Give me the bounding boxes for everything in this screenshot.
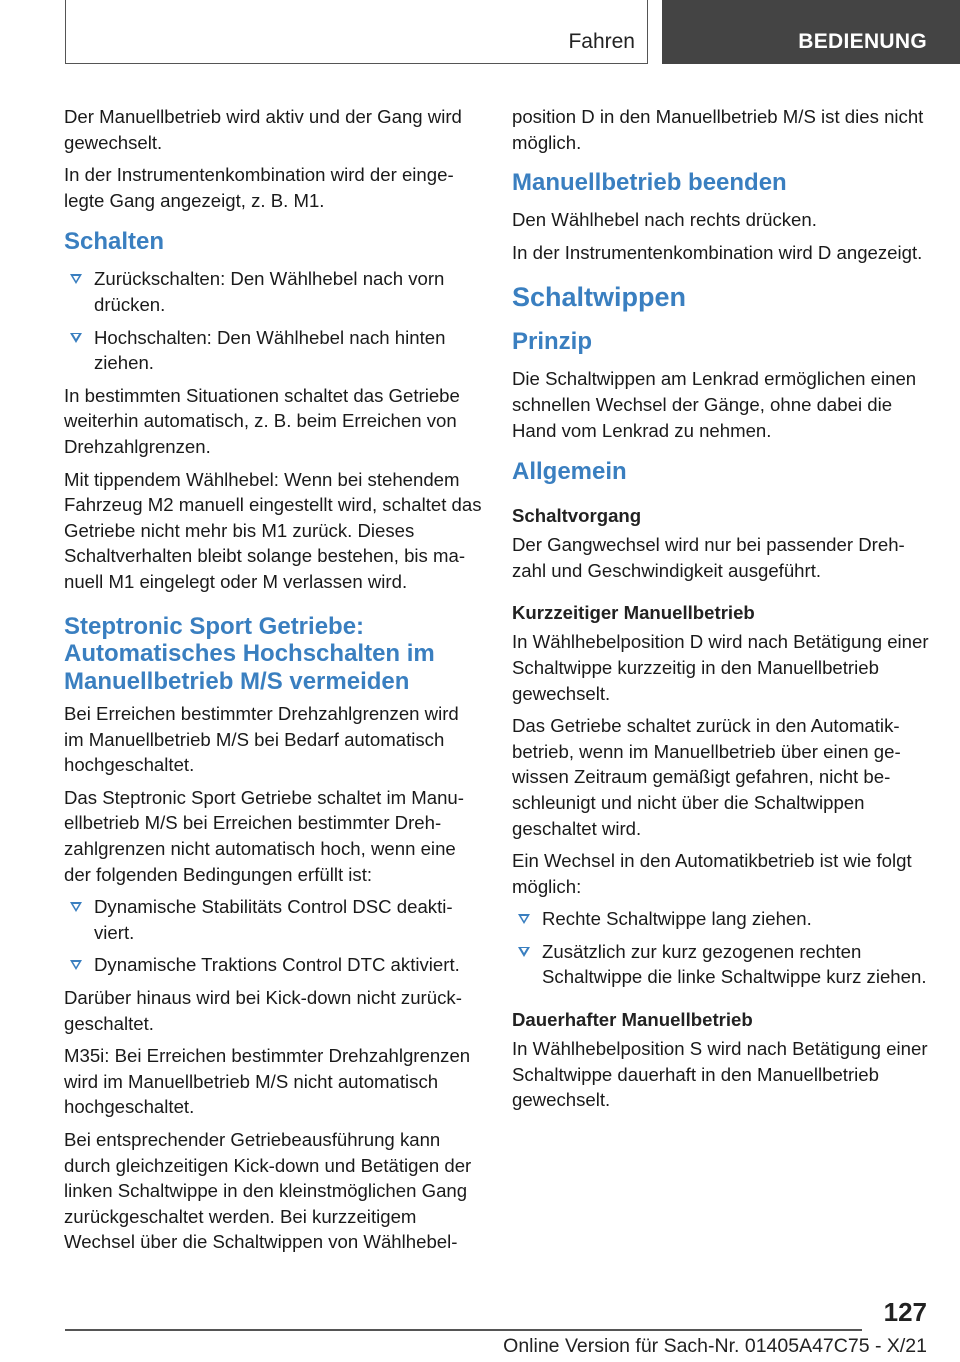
triangle-bullet-icon: [70, 902, 82, 912]
list-item-text: Dynamische Traktions Control DTC aktiviert.: [94, 954, 460, 976]
paragraph: In Wählhebelposition S wird nach Betätigung einer Schaltwippe dauerhaft in den Manuellbetrieb gewechselt.: [512, 1038, 928, 1111]
list-item-text: Zusätzlich zur kurz gezogenen rechten Schaltwippe die linke Schaltwippe kurz ziehen.: [542, 940, 927, 988]
paragraph: In der Instrumentenkombination wird D angezeigt.: [512, 241, 923, 263]
paragraph: Der Manuellbetrieb wird aktiv und der Gang wird gewechselt.: [64, 106, 462, 153]
subheading-schaltvorgang: Schaltvorgang: [512, 505, 642, 527]
page-number: 127: [883, 1297, 927, 1327]
paragraph: In bestimmten Situationen schaltet das Getriebe weiterhin automatisch, z. B. beim Erreichen von Drehzahlgrenzen.: [64, 384, 460, 457]
triangle-bullet-icon: [518, 914, 530, 924]
paragraph: Die Schaltwippen am Lenkrad ermöglichen einen schnellen Wechsel der Gänge, ohne dabei die Hand vom Lenkrad zu nehmen.: [512, 368, 917, 441]
paragraph: Darüber hinaus wird bei Kick-down nicht zurückgeschaltet.: [64, 986, 462, 1034]
bullet-list: [512, 906, 930, 990]
list-item-text: Zurückschalten: Den Wählhebel nach vorn drücken.: [94, 268, 445, 315]
list-item: [64, 894, 482, 945]
list-item-text: Hochschalten: Den Wählhebel nach hinten ziehen.: [94, 326, 446, 374]
right-column: [512, 104, 930, 1120]
heading-steptronic: Steptronic Sport Getriebe: Automatisches Hochschalten im Manuellbetrieb M/S vermeiden: [64, 612, 435, 695]
paragraph: Der Gangwechsel wird nur bei passender Drehzahl und Geschwindigkeit ausgeführt.: [512, 534, 905, 581]
footer-online-version: Online Version für Sach-Nr. 01405A47C75 - X/21: [503, 1335, 927, 1357]
triangle-bullet-icon: [70, 960, 82, 970]
paragraph: Bei Erreichen bestimmter Drehzahlgrenzen wird im Manuellbetrieb M/S bei Bedarf automatisch hochgeschaltet.: [64, 703, 459, 776]
list-item: [64, 325, 482, 376]
heading-prinzip: Prinzip: [512, 328, 593, 356]
paragraph: Das Steptronic Sport Getriebe schaltet im Manuellbetrieb M/S bei Erreichen bestimmter Drehzahlgrenzen nicht automatisch hoch, wenn eine der folgenden Bedingungen erfüllt ist:: [64, 786, 464, 885]
header-chapter-label: BEDIENUNG: [798, 30, 927, 53]
paragraph: Mit tippendem Wählhebel: Wenn bei stehendem Fahrzeug M2 manuell eingestellt wird, schaltet das Getriebe nicht mehr bis M1 zurück. Dieses Schaltverhalten bleibt solange bestehen, bis manuell M1 eingelegt oder M verlassen wird.: [64, 468, 482, 592]
header-chapter-box: [662, 0, 960, 64]
list-item: [512, 939, 930, 990]
triangle-bullet-icon: [70, 274, 82, 284]
heading-allgemein: Allgemein: [512, 458, 627, 486]
paragraph: Bei entsprechender Getriebeausführung kann durch gleichzeitigen Kick-down und Betätigen der linken Schaltwippe in den kleinstmöglichen Gang zurückgeschaltet werden. Bei kurzzeitigem Wechsel über die Schaltwippen von Wählhebel-: [64, 1128, 472, 1253]
paragraph: Ein Wechsel in den Automatikbetrieb ist wie folgt möglich:: [512, 850, 912, 897]
paragraph: In der Instrumentenkombination wird der eingelegte Gang angezeigt, z. B. M1.: [64, 164, 454, 211]
paragraph: Den Wählhebel nach rechts drücken.: [512, 209, 817, 231]
footer-divider: [65, 1329, 862, 1331]
header-section-box: [65, 0, 648, 64]
list-item: [64, 266, 482, 317]
header-section-label: Fahren: [568, 30, 635, 53]
left-column: [64, 104, 482, 1262]
bullet-list: [64, 894, 482, 978]
paragraph: Das Getriebe schaltet zurück in den Automatikbetrieb, wenn im Manuellbetrieb über einen gewissen Zeitraum gemäßigt gefahren, nicht beschleunigt und nicht über die Schaltwippen geschaltet wird.: [512, 715, 901, 839]
paragraph: position D in den Manuellbetrieb M/S ist dies nicht möglich.: [512, 106, 924, 153]
list-item-text: Dynamische Stabilitäts Control DSC deaktiviert.: [94, 896, 453, 943]
list-item: [64, 952, 482, 978]
triangle-bullet-icon: [70, 333, 82, 343]
list-item: [512, 906, 930, 932]
triangle-bullet-icon: [518, 947, 530, 957]
subheading-kurzzeitiger-manuellbetrieb: Kurzzeitiger Manuellbetrieb: [512, 602, 755, 624]
subheading-dauerhafter-manuellbetrieb: Dauerhafter Manuellbetrieb: [512, 1009, 753, 1031]
bullet-list: [64, 266, 482, 375]
heading-schaltwippen: Schaltwippen: [512, 282, 687, 313]
heading-manuellbetrieb-beenden: Manuellbetrieb beenden: [512, 169, 787, 197]
paragraph: In Wählhebelposition D wird nach Betätigung einer Schaltwippe kurzzeitig in den Manuellbetrieb gewechselt.: [512, 631, 929, 704]
heading-schalten: Schalten: [64, 228, 165, 256]
paragraph: M35i: Bei Erreichen bestimmter Drehzahlgrenzen wird im Manuellbetrieb M/S nicht automatisch hochgeschaltet.: [64, 1045, 471, 1118]
list-item-text: Rechte Schaltwippe lang ziehen.: [542, 908, 812, 930]
